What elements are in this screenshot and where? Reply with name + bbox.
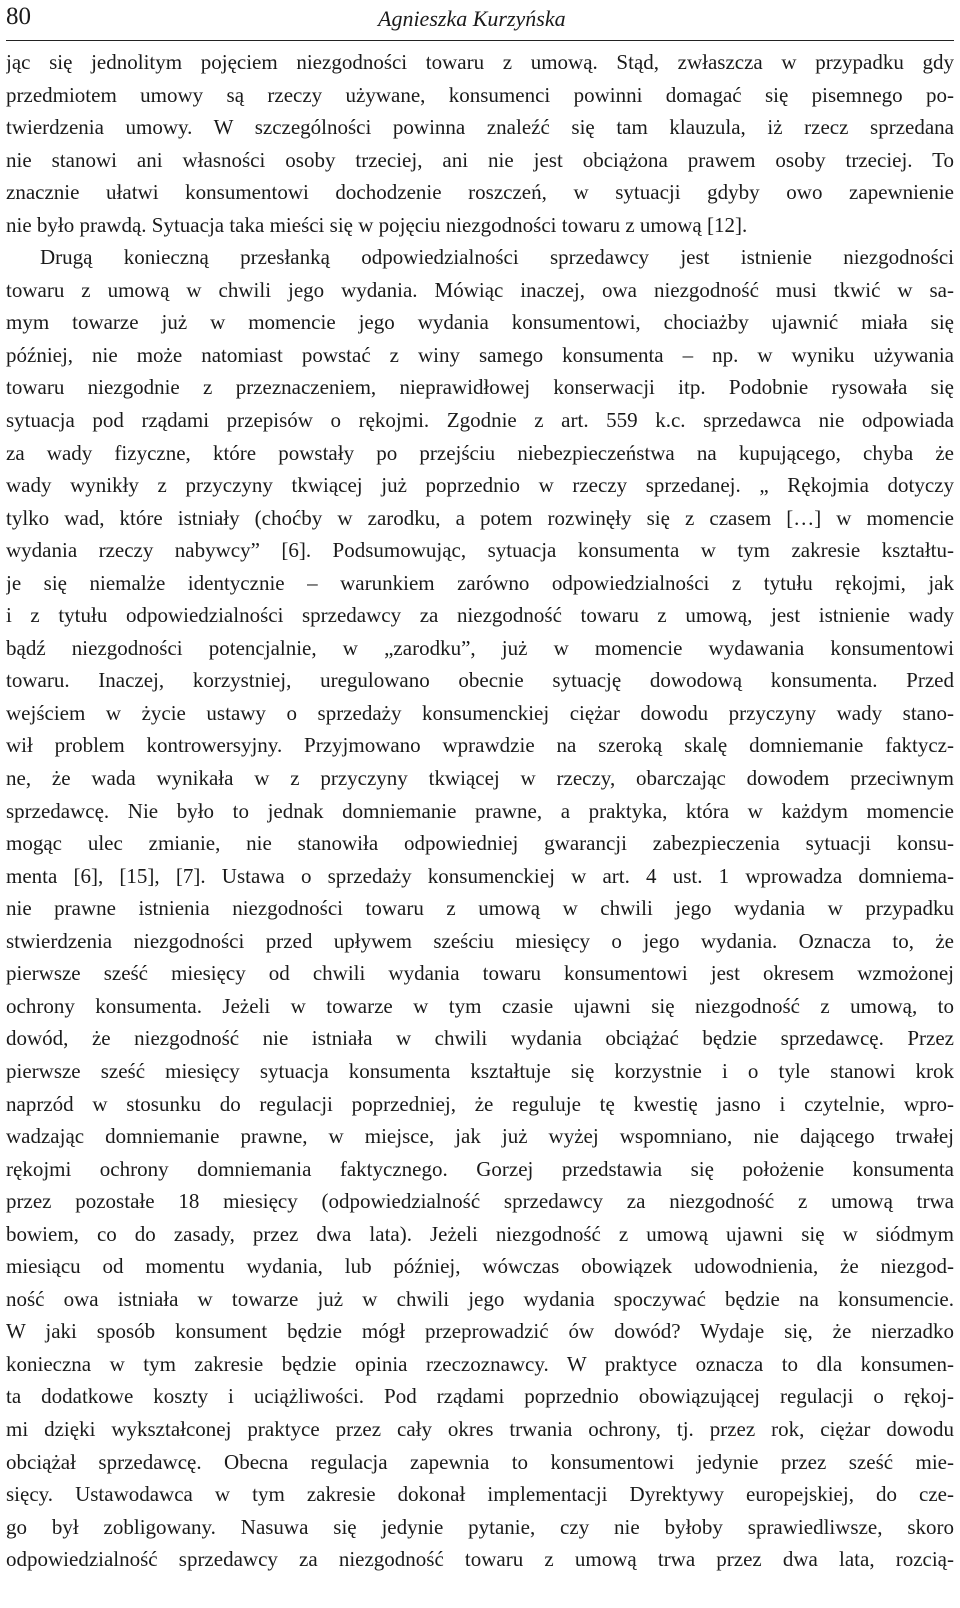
text-line: sięcy. Ustawodawca w tym zakresie dokonał implementacji Dyrektywy europejskiej, do cze- — [6, 1482, 954, 1507]
text-line: tylko wad, które istniały (choćby w zarodku, a potem rozwinęły się z czasem […] w momencie — [6, 505, 954, 530]
page-number: 80 — [6, 3, 31, 30]
text-line: towaru. Inaczej, korzystniej, uregulowano obecnie sytuację dowodową konsumenta. Przed — [6, 668, 954, 693]
paragraph-first-line: Drugą konieczną przesłanką odpowiedzialności sprzedawcy jest istnienie niezgodności — [40, 245, 954, 270]
text-line: nie było prawdą. Sytuacja taka mieści się w pojęciu niezgodności towaru z umową [12]. — [6, 212, 748, 237]
text-line: wejściem w życie ustawy o sprzedaży konsumenckiej ciężar dowodu przyczyny wady stano- — [6, 700, 954, 725]
text-line: stwierdzenia niezgodności przed upływem sześciu miesięcy o jego wydania. Oznacza to, że — [6, 928, 954, 953]
text-line: sprzedawcę. Nie było to jednak domniemanie prawne, a praktyka, która w każdym momencie — [6, 798, 954, 823]
body-text — [6, 46, 954, 1608]
text-line: za wady fizyczne, które powstały po przejściu niebezpieczeństwa na kupującego, chyba że — [6, 440, 954, 465]
text-line — [6, 1576, 954, 1608]
text-line: rękojmi ochrony domniemania faktycznego. Gorzej przedstawia się położenie konsumenta — [6, 1156, 954, 1181]
text-line: jąc się jednolitym pojęciem niezgodności towaru z umową. Stąd, zwłaszcza w przypadku gdy — [6, 50, 954, 74]
text-line: ność owa istniała w towarze już w chwili jego wydania spoczywać będzie na konsumencie. — [6, 1286, 954, 1311]
text-line: nie stanowi ani własności osoby trzeciej, ani nie jest obciążona prawem osoby trzeciej. To — [6, 147, 954, 172]
text-line: wadzając domniemanie prawne, w miejsce, jak już wyżej wspomniano, nie dającego trwałej — [6, 1124, 954, 1149]
text-line: znacznie ułatwi konsumentowi dochodzenie roszczeń, w sytuacji gdyby owo zapewnienie — [6, 180, 954, 205]
text-line: naprzód w stosunku do regulacji poprzedniej, że reguluje tę kwestię jasno i czytelnie, wpro- — [6, 1091, 954, 1116]
text-line: bowiem, co do zasady, przez dwa lata). Jeżeli niezgodność z umową ujawni się w siódmym — [6, 1221, 954, 1246]
text-line: bądź niezgodności potencjalnie, w „zarodku”, już w momencie wydawania konsumentowi — [6, 635, 954, 660]
text-line: dowód, że niezgodność nie istniała w chwili wydania obciążać będzie sprzedawcę. Przez — [6, 1026, 954, 1051]
text-line: później, nie może natomiast powstać z winy samego konsumenta – np. w wyniku używania — [6, 342, 954, 367]
text-line: przedmiotem umowy są rzeczy używane, konsumenci powinni domagać się pisemnego po- — [6, 82, 954, 107]
text-line: sytuacja pod rządami przepisów o rękojmi. Zgodnie z art. 559 k.c. sprzedawca nie odpowiada — [6, 408, 954, 433]
text-line: nie prawne istnienia niezgodności towaru z umową w chwili jego wydania w przypadku — [6, 896, 954, 921]
text-line: miesiącu od momentu wydania, lub później, wówczas obowiązek udowodnienia, że niezgod- — [6, 1254, 954, 1279]
text-line: wady wynikły z przyczyny tkwiącej już poprzednio w rzeczy sprzedanej. „ Rękojmia dotyczy — [6, 473, 954, 498]
text-line: pierwsze sześć miesięcy sytuacja konsumenta kształtuje się korzystnie i o tyle stanowi krok — [6, 1058, 954, 1083]
text-line: wił problem kontrowersyjny. Przyjmowano wprawdzie na szeroką skalę domniemanie faktycz- — [6, 733, 954, 758]
text-line: odpowiedzialność sprzedawcy za niezgodność towaru z umową trwa przez dwa lata, rozcią- — [6, 1547, 954, 1572]
text-line: ochrony konsumenta. Jeżeli w towarze w tym czasie ujawni się niezgodność z umową, to — [6, 993, 954, 1018]
document-page — [6, 0, 954, 1608]
text-line: mi dzięki wykształconej praktyce przez cały okres trwania ochrony, tj. przez rok, ciężar dowodu — [6, 1416, 954, 1441]
text-line: menta [6], [15], [7]. Ustawa o sprzedaży konsumenckiej w art. 4 ust. 1 wprowadza domniema- — [6, 863, 954, 888]
running-header — [6, 0, 954, 41]
text-line: towaru z umową w chwili jego wydania. Mówiąc inaczej, owa niezgodność musi tkwić w sa- — [6, 277, 954, 302]
text-line: mym towarze już w momencie jego wydania konsumentowi, chociażby ujawnić miała się — [6, 310, 954, 335]
text-line: wydania rzeczy nabywcy” [6]. Podsumowując, sytuacja konsumenta w tym zakresie kształtu- — [6, 538, 954, 563]
text-line: W jaki sposób konsument będzie mógł przeprowadzić ów dowód? Wydaje się, że nierzadko — [6, 1319, 954, 1344]
header-author: Agnieszka Kurzyńska — [378, 6, 566, 31]
text-line: i z tytułu odpowiedzialności sprzedawcy za niezgodność towaru z umową, jest istnienie wady — [6, 603, 954, 628]
text-line: je się niemalże identycznie – warunkiem zarówno odpowiedzialności z tytułu rękojmi, jak — [6, 570, 954, 595]
text-line: przez pozostałe 18 miesięcy (odpowiedzialność sprzedawcy za niezgodność z umową trwa — [6, 1189, 954, 1214]
text-line: obciążał sprzedawcę. Obecna regulacja zapewnia to konsumentowi jedynie przez sześć mie- — [6, 1449, 954, 1474]
text-line: ta dodatkowe koszty i uciążliwości. Pod rządami poprzednio obowiązującej regulacji o rękoj- — [6, 1384, 954, 1409]
text-line: mogąc ulec zmianie, nie stanowiła odpowiedniej gwarancji zabezpieczenia sytuacji konsu- — [6, 831, 954, 856]
text-line: ne, że wada wynikała w z przyczyny tkwiącej w rzeczy, obarczając dowodem przeciwnym — [6, 766, 954, 791]
text-line: go był zobligowany. Nasuwa się jedynie pytanie, czy nie byłoby sprawiedliwsze, skoro — [6, 1514, 954, 1539]
text-line: twierdzenia umowy. W szczególności powinna znaleźć się tam klauzula, iż rzecz sprzedana — [6, 115, 954, 140]
text-line: pierwsze sześć miesięcy od chwili wydania towaru konsumentowi jest okresem wzmożonej — [6, 961, 954, 986]
text-line: towaru niezgodnie z przeznaczeniem, nieprawidłowej konserwacji itp. Podobnie rysowała się — [6, 375, 954, 400]
text-line: konieczna w tym zakresie będzie opinia rzeczoznawcy. W praktyce oznacza to dla konsumen- — [6, 1351, 954, 1376]
